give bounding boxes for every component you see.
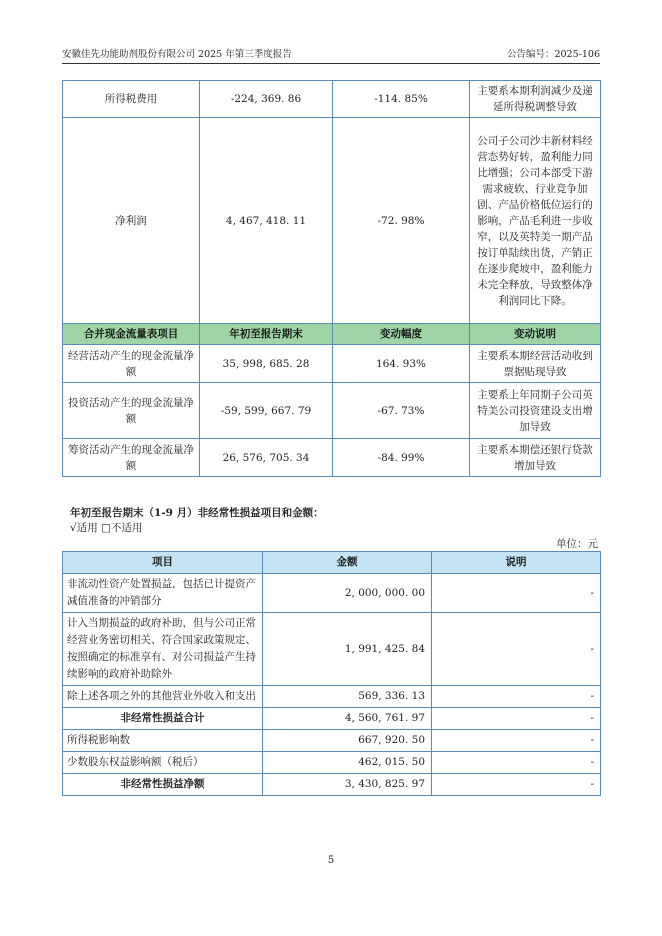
table-row <box>63 686 601 708</box>
row-amount: 26, 576, 705. 34 <box>200 439 333 477</box>
page-number: 5 <box>327 855 335 866</box>
row-explanation: 主要系本期利润减少及递延所得税调整导致 <box>470 81 601 118</box>
row-note: - <box>432 730 601 752</box>
row-amount: 4, 467, 418. 11 <box>200 118 333 324</box>
row-change: -84. 99% <box>333 439 470 477</box>
row-change: -72. 98% <box>333 118 470 324</box>
row-explanation: 主要系上年同期子公司英特美公司投资建设支出增加导致 <box>470 383 601 439</box>
table-row <box>63 613 601 686</box>
header-item: 合并现金流量表项目 <box>63 324 200 345</box>
row-explanation: 主要系本期经营活动收到票据贴现导致 <box>470 345 601 383</box>
header-explanation: 变动说明 <box>470 324 601 345</box>
row-item: 计入当期损益的政府补助，但与公司正常经营业务密切相关、符合国家政策规定、按照确定的标准享有、对公司损益产生持续影响的政府补助除外 <box>63 613 263 686</box>
table-row <box>63 439 601 477</box>
page-header <box>62 46 600 62</box>
row-amount: 462, 015. 50 <box>263 752 432 774</box>
row-explanation: 主要系本期偿还银行贷款增加导致 <box>470 439 601 477</box>
table-header-row <box>63 324 601 345</box>
row-amount: 4, 560, 761. 97 <box>263 708 432 730</box>
row-item: 所得税影响数 <box>63 730 263 752</box>
table-row <box>63 730 601 752</box>
row-item: 少数股东权益影响额（税后） <box>63 752 263 774</box>
row-note: - <box>432 686 601 708</box>
row-item: 非经常性损益合计 <box>63 708 263 730</box>
table-row <box>63 752 601 774</box>
profit-cashflow-table <box>62 80 601 477</box>
row-item: 投资活动产生的现金流量净额 <box>63 383 200 439</box>
row-item: 净利润 <box>63 118 200 324</box>
row-item: 非经常性损益净额 <box>63 774 263 796</box>
row-amount: 569, 336. 13 <box>263 686 432 708</box>
table-row <box>63 574 601 613</box>
header-amount: 年初至报告期末 <box>200 324 333 345</box>
row-item: 所得税费用 <box>63 81 200 118</box>
row-change: 164. 93% <box>333 345 470 383</box>
section-title: 年初至报告期末（1-9 月）非经常性损益项目和金额： <box>70 507 324 519</box>
row-note: - <box>432 752 601 774</box>
table-row <box>63 708 601 730</box>
table-row <box>63 774 601 796</box>
row-note: - <box>432 708 601 730</box>
applicability-checkbox: √适用 □不适用 <box>70 522 143 534</box>
row-amount: 3, 430, 825. 97 <box>263 774 432 796</box>
row-change: -114. 85% <box>333 81 470 118</box>
header-amount: 金额 <box>263 552 432 574</box>
header-change: 变动幅度 <box>333 324 470 345</box>
row-amount: -224, 369. 86 <box>200 81 333 118</box>
row-item: 非流动性资产处置损益，包括已计提资产减值准备的冲销部分 <box>63 574 263 613</box>
row-item: 筹资活动产生的现金流量净额 <box>63 439 200 477</box>
row-amount: 1, 991, 425. 84 <box>263 613 432 686</box>
header-divider <box>62 63 600 64</box>
header-note: 说明 <box>432 552 601 574</box>
non-recurring-table <box>62 551 601 796</box>
unit-label: 单位：元 <box>556 538 598 550</box>
row-item: 经营活动产生的现金流量净额 <box>63 345 200 383</box>
table-row <box>63 81 601 118</box>
table-row <box>63 345 601 383</box>
table-header-row <box>63 552 601 574</box>
row-amount: 35, 998, 685. 28 <box>200 345 333 383</box>
row-change: -67. 73% <box>333 383 470 439</box>
row-note: - <box>432 613 601 686</box>
row-item: 除上述各项之外的其他营业外收入和支出 <box>63 686 263 708</box>
row-amount: -59, 599, 667. 79 <box>200 383 333 439</box>
header-item: 项目 <box>63 552 263 574</box>
table-row <box>63 118 601 324</box>
row-note: - <box>432 574 601 613</box>
announcement-number: 公告编号：2025-106 <box>506 49 600 60</box>
row-amount: 667, 920. 50 <box>263 730 432 752</box>
row-amount: 2, 000, 000. 00 <box>263 574 432 613</box>
table-row <box>63 383 601 439</box>
row-note: - <box>432 774 601 796</box>
row-explanation: 公司子公司沙丰新材料经营态势好转，盈利能力同比增强；公司本部受下游需求疲软、行业竞争加剧、产品价格低位运行的影响，产品毛利进一步收窄，以及英特美一期产品按订单陆续出货，产销正在逐步爬坡中，盈利能力未完全释放，导致整体净利润同比下降。 <box>470 118 601 324</box>
report-title: 安徽佳先功能助剂股份有限公司 2025 年第三季度报告 <box>62 49 292 60</box>
